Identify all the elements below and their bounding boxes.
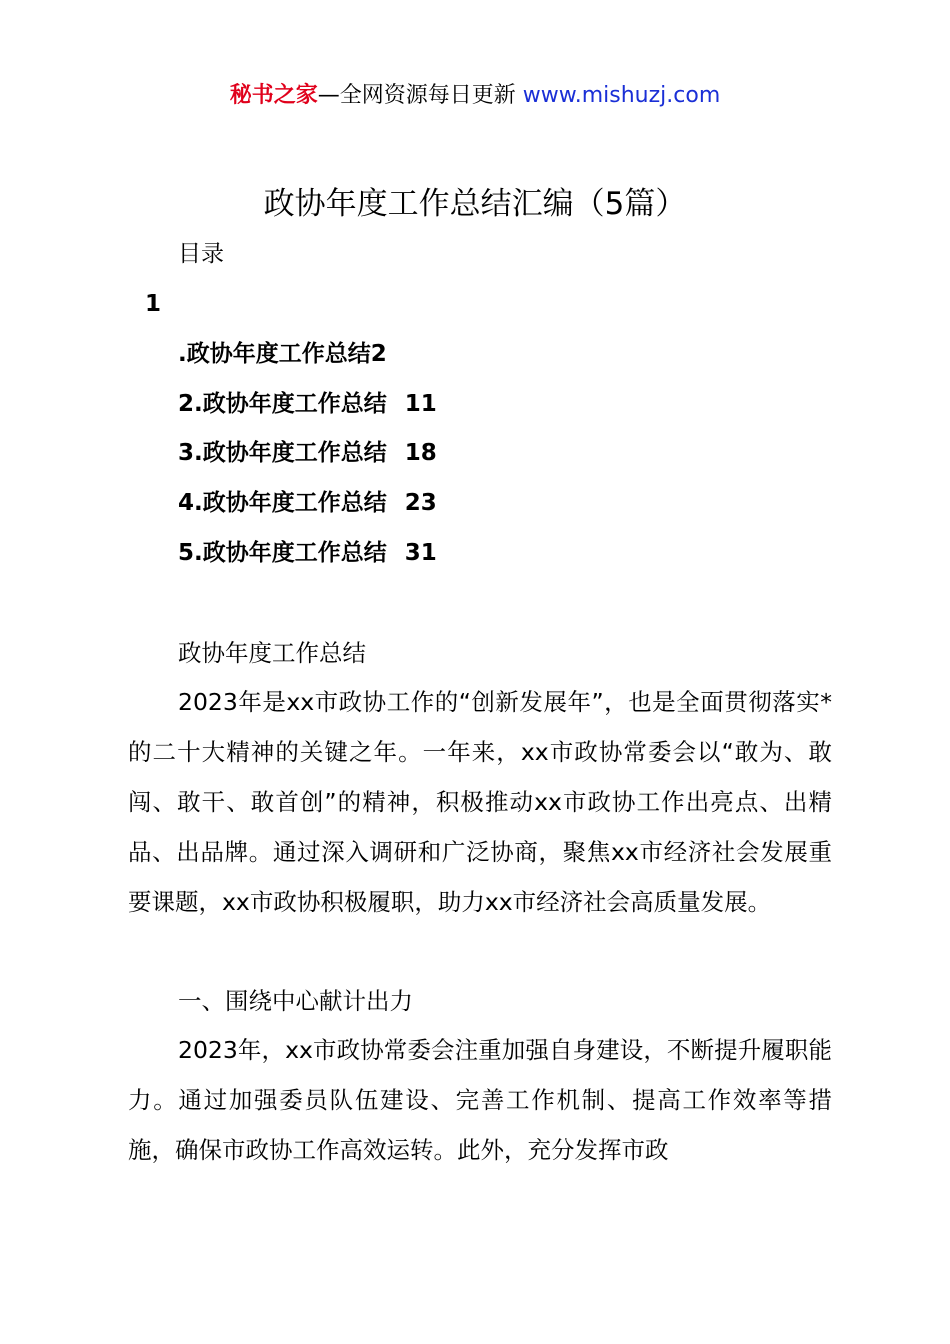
document-title: 政协年度工作总结汇编（5篇）: [263, 186, 687, 222]
toc-leading-number: 1: [145, 291, 162, 317]
toc-item-page: 11: [404, 391, 437, 417]
section-title: 政协年度工作总结: [178, 639, 366, 667]
toc-item-page: 31: [404, 540, 437, 566]
toc-item[interactable]: [178, 487, 437, 519]
paragraph-text: 2023年是xx市政协工作的“创新发展年”，也是全面贯彻落实*的二十大精神的关键之年。一年来，xx市政协常委会以“敢为、敢闯、敢干、敢首创”的精神，积极推动xx市政协工作出亮点、出精品、出品牌。通过深入调研和广泛协商，聚焦xx市经济社会发展重要课题，xx市政协积极履职，助力xx市经济社会高质量发展。: [128, 688, 832, 916]
toc-item[interactable]: [178, 338, 387, 370]
site-header: [0, 82, 950, 110]
body-paragraph: [128, 1025, 832, 1175]
toc-item[interactable]: [178, 537, 437, 569]
site-url-link[interactable]: www.mishuzj.com: [522, 83, 721, 108]
toc-item-label: 4.政协年度工作总结: [178, 490, 387, 516]
toc-item-label: 2.政协年度工作总结: [178, 391, 387, 417]
toc-item[interactable]: [178, 388, 437, 420]
toc-item-page: 2: [370, 341, 387, 367]
toc-item-label: 5.政协年度工作总结: [178, 540, 387, 566]
body-paragraph: [128, 677, 832, 927]
toc-item[interactable]: [178, 437, 437, 469]
section-heading: 一、围绕中心献计出力: [178, 987, 413, 1015]
toc-item-page: 23: [404, 490, 437, 516]
toc-item-label: 3.政协年度工作总结: [178, 440, 387, 466]
toc-item-page: 18: [404, 440, 437, 466]
header-tagline: —全网资源每日更新: [317, 83, 523, 108]
paragraph-text: 2023年，xx市政协常委会注重加强自身建设，不断提升履职能力。通过加强委员队伍建设、完善工作机制、提高工作效率等措施，确保市政协工作高效运转。此外，充分发挥市政: [128, 1036, 832, 1164]
toc-item-label: .政协年度工作总结: [178, 341, 371, 367]
toc-heading: 目录: [178, 241, 224, 267]
brand-name: 秘书之家: [229, 83, 318, 108]
